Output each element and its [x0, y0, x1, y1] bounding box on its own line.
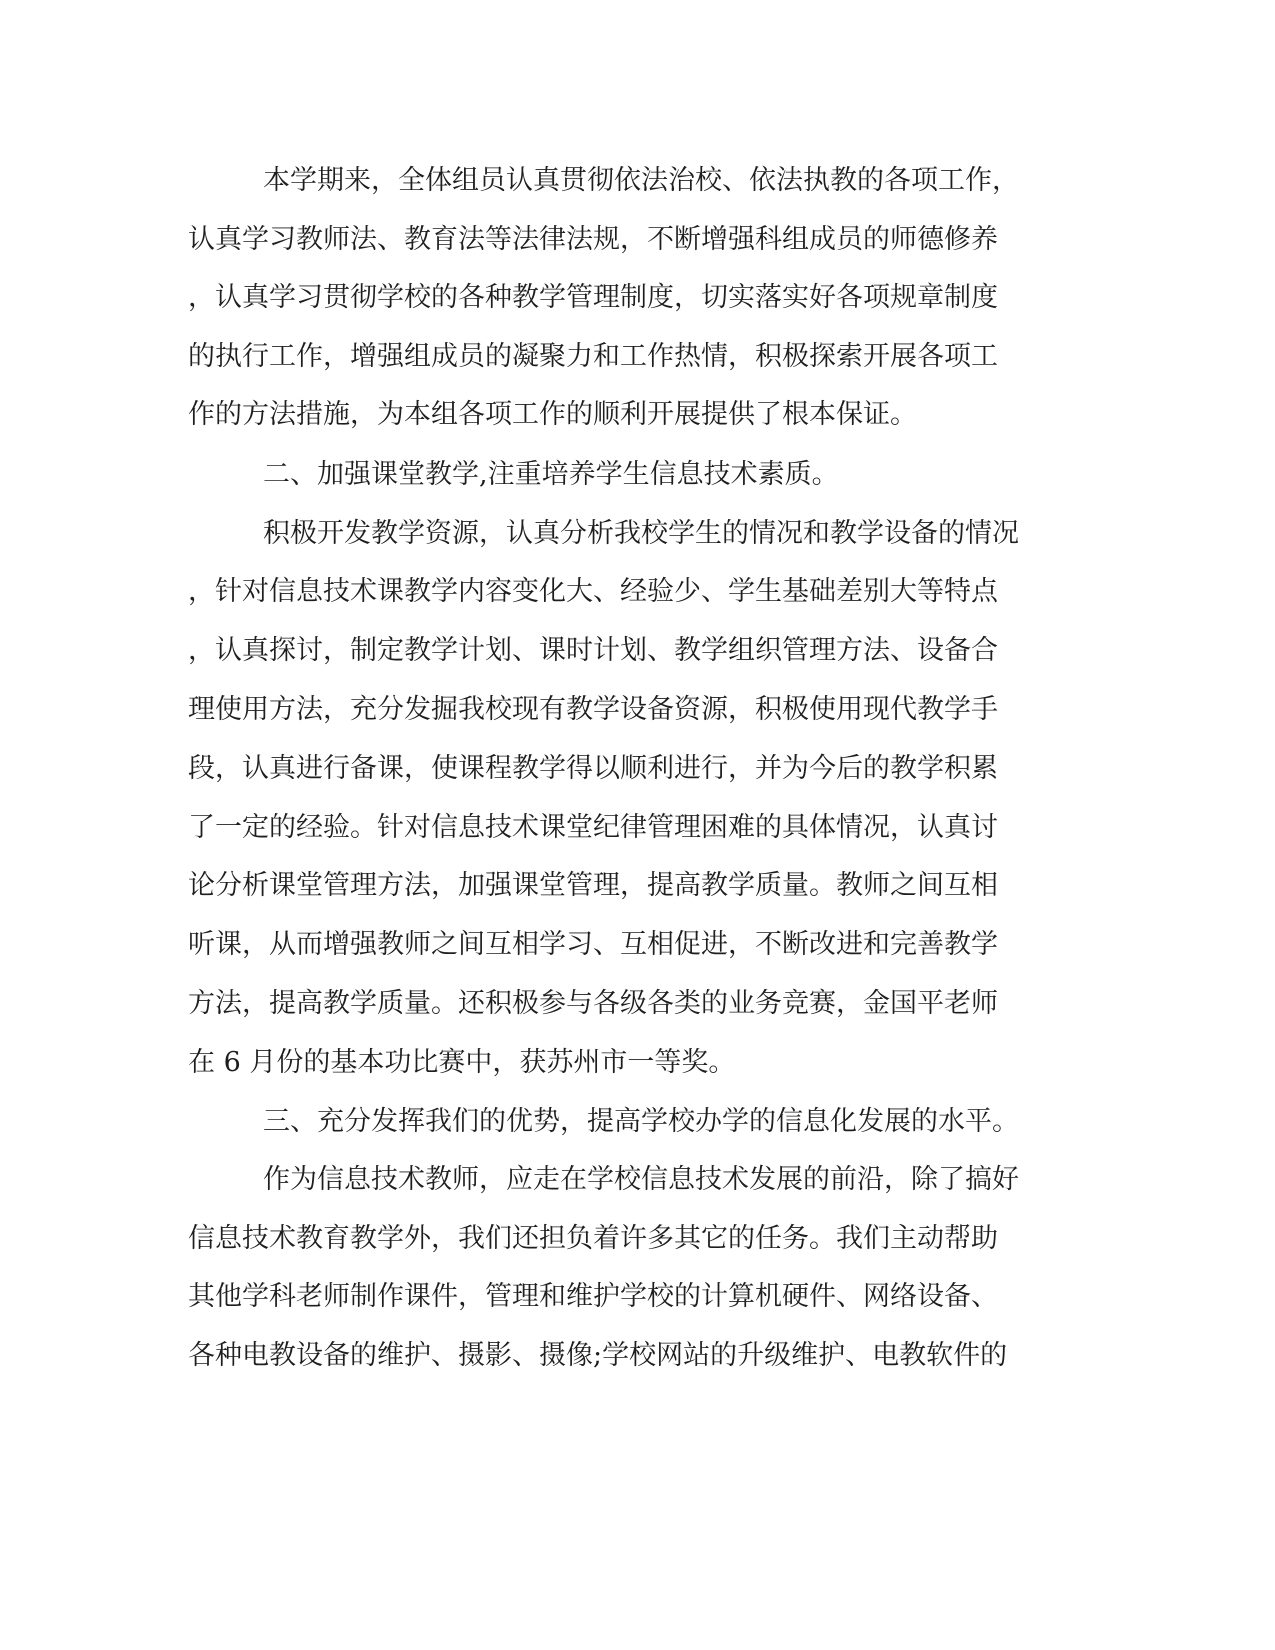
paragraph-3-line-2: 信息技术教育教学外，我们还担负着许多其它的任务。我们主动帮助 — [188, 1223, 998, 1254]
paragraph-2-line-4: 理使用方法，充分发掘我校现有教学设备资源，积极使用现代教学手 — [188, 694, 998, 725]
paragraph-1-line-3: ，认真学习贯彻学校的各种教学管理制度，切实落实好各项规章制度 — [188, 282, 998, 313]
paragraph-2-line-9: 方法，提高教学质量。还积极参与各级各类的业务竞赛，金国平老师 — [188, 988, 998, 1019]
paragraph-3-line-3: 其他学科老师制作课件，管理和维护学校的计算机硬件、网络设备、 — [188, 1281, 998, 1312]
paragraph-2-line-1: 积极开发教学资源，认真分析我校学生的情况和教学设备的情况 — [263, 518, 1019, 549]
paragraph-2-line-10: 在 6 月份的基本功比赛中，获苏州市一等奖。 — [188, 1047, 736, 1078]
paragraph-1-line-5: 作的方法措施，为本组各项工作的顺利开展提供了根本保证。 — [188, 399, 917, 430]
paragraph-2-line-3: ，认真探讨，制定教学计划、课时计划、教学组织管理方法、设备合 — [188, 635, 998, 666]
paragraph-2-line-2: ，针对信息技术课教学内容变化大、经验少、学生基础差别大等特点 — [188, 576, 998, 607]
paragraph-2-line-8: 听课，从而增强教师之间互相学习、互相促进，不断改进和完善教学 — [188, 929, 998, 960]
paragraph-1-line-2: 认真学习教师法、教育法等法律法规，不断增强科组成员的师德修养 — [188, 224, 998, 255]
paragraph-1-line-4: 的执行工作，增强组成员的凝聚力和工作热情，积极探索开展各项工 — [188, 341, 998, 372]
section-heading-2: 二、加强课堂教学,注重培养学生信息技术素质。 — [263, 459, 839, 490]
paragraph-2-line-7: 论分析课堂管理方法，加强课堂管理，提高教学质量。教师之间互相 — [188, 870, 998, 901]
paragraph-3-line-4: 各种电教设备的维护、摄影、摄像;学校网站的升级维护、电教软件的 — [188, 1340, 1008, 1371]
paragraph-1-line-1: 本学期来，全体组员认真贯彻依法治校、依法执教的各项工作， — [263, 165, 1019, 196]
paragraph-2-line-5: 段，认真进行备课，使课程教学得以顺利进行，并为今后的教学积累 — [188, 753, 998, 784]
paragraph-3-line-1: 作为信息技术教师，应走在学校信息技术发展的前沿，除了搞好 — [263, 1164, 1019, 1195]
paragraph-2-line-6: 了一定的经验。针对信息技术课堂纪律管理困难的具体情况，认真讨 — [188, 812, 998, 843]
section-heading-3: 三、充分发挥我们的优势，提高学校办学的信息化发展的水平。 — [263, 1106, 1019, 1137]
